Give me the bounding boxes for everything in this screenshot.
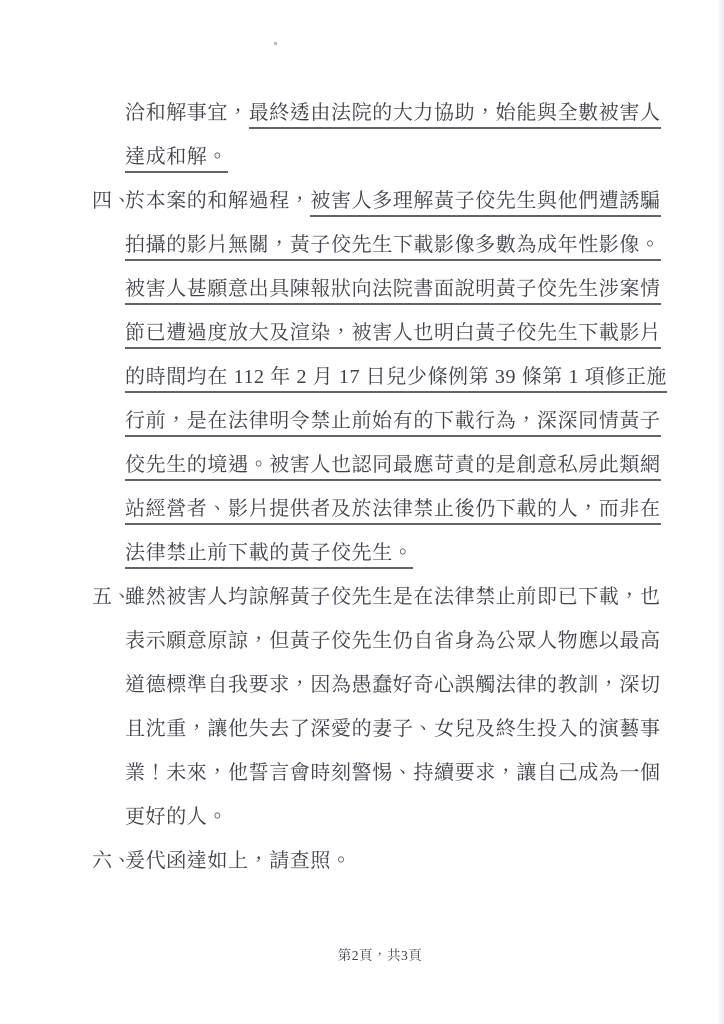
text-line xyxy=(0,401,724,445)
item-number-marker: 四、 xyxy=(92,190,132,212)
text-line xyxy=(0,533,724,577)
item-number-marker: 六、 xyxy=(92,850,132,872)
item-number-marker: 五、 xyxy=(92,586,132,608)
text-segment: 更好的人。 xyxy=(125,806,228,828)
text-line xyxy=(0,665,724,709)
underlined-text-segment: 的時間均在 112 年 2 月 17 日兒少條例第 39 條第 1 項修正施 xyxy=(125,366,667,393)
underlined-text-segment: 法律禁止前下載的黃子佼先生。 xyxy=(125,542,413,569)
page-footer xyxy=(0,944,724,964)
text-line xyxy=(0,313,724,357)
text-line xyxy=(0,93,724,137)
text-segment: 雖然被害人均諒解黃子佼先生是在法律禁止前即已下載，也 xyxy=(125,586,661,608)
underlined-text-segment: 佼先生的境遇。被害人也認同最應苛責的是創意私房此類網 xyxy=(125,454,661,481)
list-item-line xyxy=(0,841,724,885)
scan-artifact-dot xyxy=(274,42,277,45)
underlined-text-segment: 站經營者、影片提供者及於法律禁止後仍下載的人，而非在 xyxy=(125,498,661,525)
underlined-text-segment: 節已遭過度放大及渲染，被害人也明白黃子佼先生下載影片 xyxy=(125,322,661,349)
document-lines xyxy=(0,93,724,885)
underlined-text-segment: 被害人多理解黃子佼先生與他們遭誘騙 xyxy=(310,190,660,217)
underlined-text-segment: 達成和解。 xyxy=(125,146,228,173)
text-line xyxy=(0,621,724,665)
text-line xyxy=(0,445,724,489)
page-number-label: 第2頁，共3頁 xyxy=(337,948,423,963)
list-item-line xyxy=(0,577,724,621)
text-line xyxy=(0,137,724,181)
text-line xyxy=(0,797,724,841)
text-line xyxy=(0,357,724,401)
list-item-line xyxy=(0,181,724,225)
text-line xyxy=(0,489,724,533)
underlined-text-segment: 被害人甚願意出具陳報狀向法院書面說明黃子佼先生涉案情 xyxy=(125,278,661,305)
underlined-text-segment: 最終透由法院的大力協助，始能與全數被害人 xyxy=(249,102,661,129)
text-segment: 表示願意原諒，但黃子佼先生仍自省身為公眾人物應以最高 xyxy=(125,630,661,652)
underlined-text-segment: 拍攝的影片無關，黃子佼先生下載影像多數為成年性影像。 xyxy=(125,234,661,261)
text-segment: 道德標準自我要求，因為愚蠢好奇心誤觸法律的教訓，深切 xyxy=(125,674,661,696)
underlined-text-segment: 行前，是在法律明令禁止前始有的下載行為，深深同情黃子 xyxy=(125,410,661,437)
text-line xyxy=(0,269,724,313)
text-segment: 且沈重，讓他失去了深愛的妻子、女兒及終生投入的演藝事 xyxy=(125,718,661,740)
text-segment: 洽和解事宜， xyxy=(125,102,249,124)
text-segment: 業！未來，他誓言會時刻警惕、持續要求，讓自己成為一個 xyxy=(125,762,661,784)
text-segment: 爰代函達如上，請查照。 xyxy=(125,850,352,872)
text-line xyxy=(0,753,724,797)
text-line xyxy=(0,709,724,753)
text-line xyxy=(0,225,724,269)
text-segment: 於本案的和解過程， xyxy=(125,190,311,212)
